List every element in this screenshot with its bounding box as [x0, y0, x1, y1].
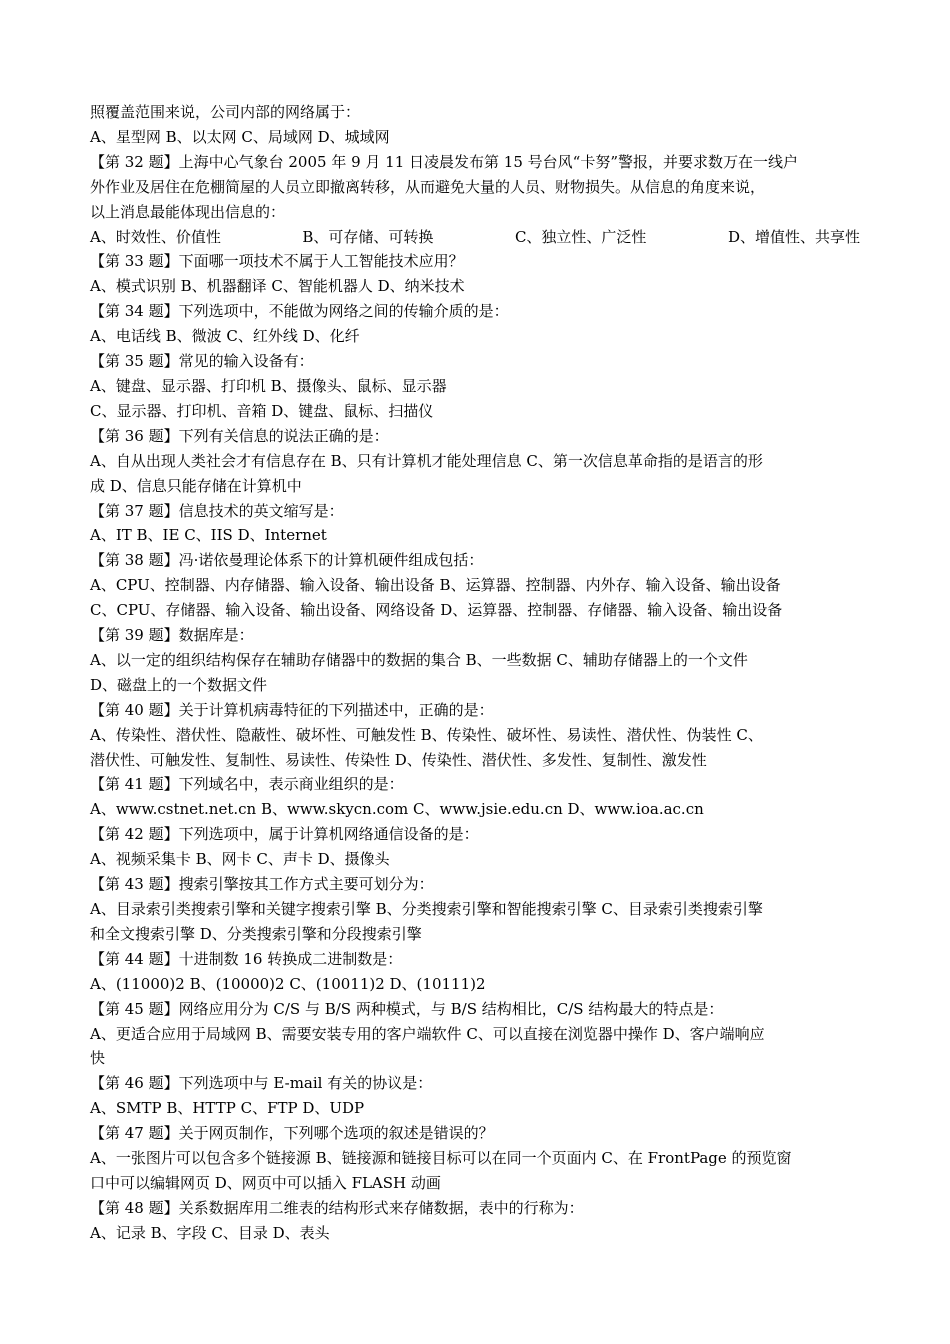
- answer-options: [90, 225, 860, 250]
- answer-options: D、磁盘上的一个数据文件: [90, 675, 268, 694]
- answer-options: A、以一定的组织结构保存在辅助存储器中的数据的集合 B、一些数据 C、辅助存储器上的一个文件: [90, 650, 748, 669]
- answer-options: A、自从出现人类社会才有信息存在 B、只有计算机才能处理信息 C、第一次信息革命指的是语言的形: [90, 451, 763, 470]
- question-48: 【第 48 题】关系数据库用二维表的结构形式来存储数据，表中的行称为：: [90, 1198, 584, 1217]
- answer-options: A、星型网 B、以太网 C、局域网 D、城域网: [90, 127, 390, 146]
- question-39: 【第 39 题】数据库是：: [90, 626, 254, 645]
- answer-options: A、一张图片可以包含多个链接源 B、链接源和链接目标可以在同一个页面内 C、在 FrontPage 的预览窗: [90, 1149, 792, 1168]
- document-page: [90, 100, 860, 1246]
- question-45: 【第 45 题】网络应用分为 C/S 与 B/S 两种模式，与 B/S 结构相比，C/S 结构最大的特点是：: [90, 999, 724, 1018]
- question-46: 【第 46 题】下列选项中与 E-mail 有关的协议是：: [90, 1074, 433, 1093]
- answer-options: A、www.cstnet.net.cn B、www.skycn.com C、www.jsie.edu.cn D、www.ioa.ac.cn: [90, 800, 704, 819]
- answer-options: 口中可以编辑网页 D、网页中可以插入 FLASH 动画: [90, 1173, 441, 1192]
- question-42: 【第 42 题】下列选项中，属于计算机网络通信设备的是：: [90, 825, 479, 844]
- question-40: 【第 40 题】关于计算机病毒特征的下列描述中，正确的是：: [90, 700, 494, 719]
- question-38: 【第 38 题】冯·诺依曼理论体系下的计算机硬件组成包括：: [90, 551, 484, 570]
- question-44: 【第 44 题】十进制数 16 转换成二进制数是：: [90, 949, 403, 968]
- question-33: 【第 33 题】下面哪一项技术不属于人工智能技术应用？: [90, 252, 464, 271]
- option-a: A、时效性、价值性: [90, 227, 221, 246]
- question-32: 【第 32 题】上海中心气象台 2005 年 9 月 11 日凌晨发布第 15 号台风“卡努”警报，并要求数万在一线户: [90, 152, 798, 171]
- answer-options: A、电话线 B、微波 C、红外线 D、化纤: [90, 327, 360, 346]
- answer-options: A、SMTP B、HTTP C、FTP D、UDP: [90, 1099, 365, 1118]
- answer-options: A、IT B、IE C、IIS D、Internet: [90, 526, 327, 545]
- answer-options: A、记录 B、字段 C、目录 D、表头: [90, 1223, 330, 1242]
- question-47: 【第 47 题】关于网页制作，下列哪个选项的叙述是错误的？: [90, 1124, 494, 1143]
- answer-options: A、(11000)2 B、(10000)2 C、(10011)2 D、(10111)2: [90, 974, 486, 993]
- text-line: 照覆盖范围来说，公司内部的网络属于：: [90, 103, 361, 121]
- option-d: D、增值性、共享性: [727, 227, 860, 246]
- question-36: 【第 36 题】下列有关信息的说法正确的是：: [90, 426, 389, 445]
- answer-options: 潜伏性、可触发性、复制性、易读性、传染性 D、传染性、潜伏性、多发性、复制性、激发性: [90, 750, 707, 769]
- question-43: 【第 43 题】搜索引擎按其工作方式主要可划分为：: [90, 875, 434, 894]
- option-c: C、独立性、广泛性: [514, 227, 647, 246]
- question-35: 【第 35 题】常见的输入设备有：: [90, 352, 314, 371]
- answer-options: 快: [90, 1049, 106, 1068]
- answer-options: A、CPU、控制器、内存储器、输入设备、输出设备 B、运算器、控制器、内外存、输入设备、输出设备: [90, 576, 781, 595]
- question-34: 【第 34 题】下列选项中，不能做为网络之间的传输介质的是：: [90, 302, 509, 321]
- option-b: B、可存储、可转换: [302, 227, 434, 246]
- answer-options: 和全文搜索引擎 D、分类搜索引擎和分段搜索引擎: [90, 924, 422, 943]
- answer-options: A、传染性、潜伏性、隐蔽性、破坏性、可触发性 B、传染性、破坏性、易读性、潜伏性、伪装性 C、: [90, 725, 763, 744]
- text-line: 以上消息最能体现出信息的：: [90, 202, 286, 221]
- answer-options: A、更适合应用于局域网 B、需要安装专用的客户端软件 C、可以直接在浏览器中操作 D、客户端响应: [90, 1024, 765, 1043]
- text-line: 外作业及居住在危棚简屋的人员立即撤离转移，从而避免大量的人员、财物损失。从信息的角度来说，: [90, 177, 766, 196]
- answer-options: A、视频采集卡 B、网卡 C、声卡 D、摄像头: [90, 850, 390, 869]
- answer-options: A、键盘、显示器、打印机 B、摄像头、鼠标、显示器: [90, 376, 447, 395]
- answer-options: 成 D、信息只能存储在计算机中: [90, 476, 302, 495]
- question-41: 【第 41 题】下列域名中，表示商业组织的是：: [90, 775, 404, 794]
- answer-options: A、模式识别 B、机器翻译 C、智能机器人 D、纳米技术: [90, 277, 465, 296]
- answer-options: C、显示器、打印机、音箱 D、键盘、鼠标、扫描仪: [90, 401, 434, 420]
- question-37: 【第 37 题】信息技术的英文缩写是：: [90, 501, 344, 520]
- answer-options: C、CPU、存储器、输入设备、输出设备、网络设备 D、运算器、控制器、存储器、输入设备、输出设备: [90, 601, 783, 620]
- answer-options: A、目录索引类搜索引擎和关键字搜索引擎 B、分类搜索引擎和智能搜索引擎 C、目录索引类搜索引擎: [90, 900, 763, 918]
